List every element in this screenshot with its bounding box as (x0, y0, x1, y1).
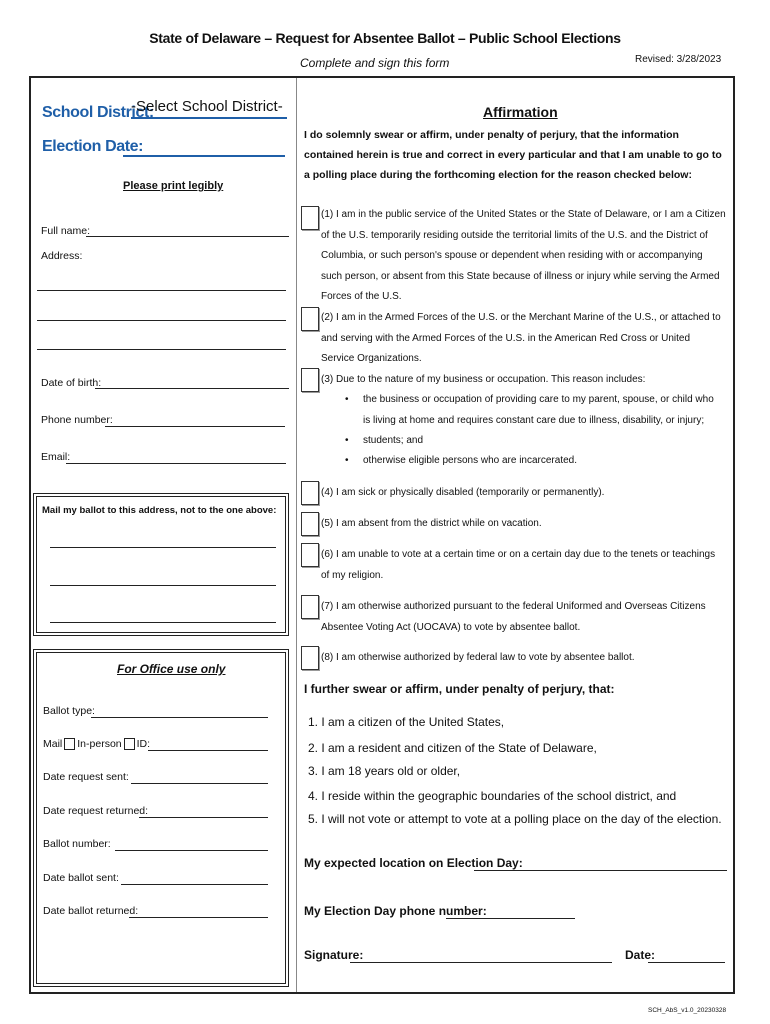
further-affirm-title: I further swear or affirm, under penalty of perjury, that: (304, 682, 615, 696)
id-label: ID: (136, 738, 151, 750)
reason-2-checkbox[interactable] (301, 307, 319, 331)
id-field[interactable] (148, 750, 268, 751)
print-legibly-note: Please print legibly (123, 180, 224, 192)
reason-5-text: (5) I am absent from the district while on vacation. (321, 518, 542, 529)
further-item-2: 2. I am a resident and citizen of the State of Delaware, (308, 741, 597, 755)
reason-1-text: (1) I am in the public service of the United States or the State of Delaware, or I am a Citizen of the U.S. temporarily residing outside the territorial limits of the U.S. and the District of Columbia, or such person's spouse or dependent when residing with or accompanying such person, or absent from this State because of illness or injury while serving the Armed Forces of the U.S. (321, 209, 726, 302)
reason-1-checkbox[interactable] (301, 206, 319, 230)
address-line-3[interactable] (37, 349, 286, 350)
email-label: Email: (41, 451, 71, 463)
signature-field[interactable] (350, 962, 612, 963)
date-ballot-sent-label: Date ballot sent: (43, 872, 119, 884)
reason-2-text: (2) I am in the Armed Forces of the U.S. or the Merchant Marine of the U.S., or attached to and serving with the Armed Forces of the U.S. in the American Red Cross or United Service Organizations. (321, 312, 721, 364)
affirmation-title: Affirmation (483, 104, 558, 120)
mail-address-label: Mail my ballot to this address, not to the one above: (42, 505, 277, 516)
further-item-3: 3. I am 18 years old or older, (308, 764, 461, 778)
revised-date: Revised: 3/28/2023 (635, 54, 722, 65)
election-date-label: Election Date: (42, 138, 144, 155)
reason-7-checkbox[interactable] (301, 595, 319, 619)
further-item-1: 1. I am a citizen of the United States, (308, 715, 505, 729)
ballot-type-field[interactable] (91, 717, 268, 718)
mail-checkbox[interactable] (64, 738, 75, 750)
reason-4-text: (4) I am sick or physically disabled (temporarily or permanently). (321, 487, 605, 498)
date-ballot-returned-field[interactable] (129, 917, 268, 918)
in-person-checkbox[interactable] (124, 738, 135, 750)
date-label: Date: (625, 948, 656, 962)
phone-field[interactable] (105, 426, 285, 427)
full-name-field[interactable] (86, 236, 289, 237)
school-district-label: School District: (42, 104, 154, 121)
in-person-option-label: In-person (77, 738, 122, 750)
dob-label: Date of birth: (41, 377, 102, 389)
address-line-2[interactable] (37, 320, 286, 321)
reason-3-text: (3) Due to the nature of my business or occupation. This reason includes: (321, 374, 646, 385)
ballot-method-row (43, 738, 150, 750)
ballot-type-label: Ballot type: (43, 705, 95, 717)
election-day-phone-label: My Election Day phone number: (304, 904, 487, 918)
further-item-4: 4. I reside within the geographic boundaries of the school district, and (308, 789, 677, 803)
affirmation-text: I do solemnly swear or affirm, under penalty of perjury, that the information contained herein is true and correct in every particular and that I am unable to go to a polling place during the forthcoming election for the reason checked below: (304, 129, 722, 181)
form-title: State of Delaware – Request for Absentee Ballot – Public School Elections (149, 30, 621, 46)
dob-field[interactable] (95, 388, 289, 389)
office-use-box (33, 649, 289, 987)
email-field[interactable] (66, 463, 286, 464)
address-label: Address: (41, 250, 83, 262)
reason-3-checkbox[interactable] (301, 368, 319, 392)
mail-option-label: Mail (43, 738, 63, 750)
reason-4-checkbox[interactable] (301, 481, 319, 505)
form-code: SCH_AbS_v1.0_20230328 (648, 1007, 727, 1014)
expected-location-field[interactable] (474, 870, 727, 871)
date-ballot-sent-field[interactable] (121, 884, 268, 885)
date-request-sent-field[interactable] (131, 783, 268, 784)
reason-8-checkbox[interactable] (301, 646, 319, 670)
ballot-number-field[interactable] (115, 850, 268, 851)
phone-label: Phone number: (41, 414, 113, 426)
date-field[interactable] (648, 962, 725, 963)
further-item-5: 5. I will not vote or attempt to vote at a polling place on the day of the election. (308, 812, 722, 826)
school-district-select[interactable]: -Select School District- (131, 98, 287, 119)
signature-label: Signature: (304, 948, 364, 962)
reason-6-checkbox[interactable] (301, 543, 319, 567)
ballot-number-label: Ballot number: (43, 838, 111, 850)
office-use-title: For Office use only (117, 662, 226, 676)
election-date-field[interactable] (123, 155, 285, 157)
date-request-sent-label: Date request sent: (43, 771, 129, 783)
column-divider (296, 78, 297, 992)
mail-address-line-2[interactable] (50, 585, 276, 586)
reason-5-checkbox[interactable] (301, 512, 319, 536)
reason-8-text: (8) I am otherwise authorized by federal law to vote by absentee ballot. (321, 652, 635, 663)
mail-address-line-3[interactable] (50, 622, 276, 623)
full-name-label: Full name: (41, 225, 91, 237)
date-request-returned-field[interactable] (139, 817, 268, 818)
expected-location-label: My expected location on Election Day: (304, 856, 523, 870)
form-subtitle: Complete and sign this form (300, 56, 450, 70)
address-line-1[interactable] (37, 290, 286, 291)
date-ballot-returned-label: Date ballot returned: (43, 905, 139, 917)
reason-7-text: (7) I am otherwise authorized pursuant to the federal Uniformed and Overseas Citizens Absentee Voting Act (UOCAVA) to vote by absentee ballot. (321, 601, 706, 633)
date-request-returned-label: Date request returned: (43, 805, 149, 817)
mail-address-line-1[interactable] (50, 547, 276, 548)
election-day-phone-field[interactable] (446, 918, 575, 919)
reason-6-text: (6) I am unable to vote at a certain time or on a certain day due to the tenets or teachings of my religion. (321, 549, 716, 581)
